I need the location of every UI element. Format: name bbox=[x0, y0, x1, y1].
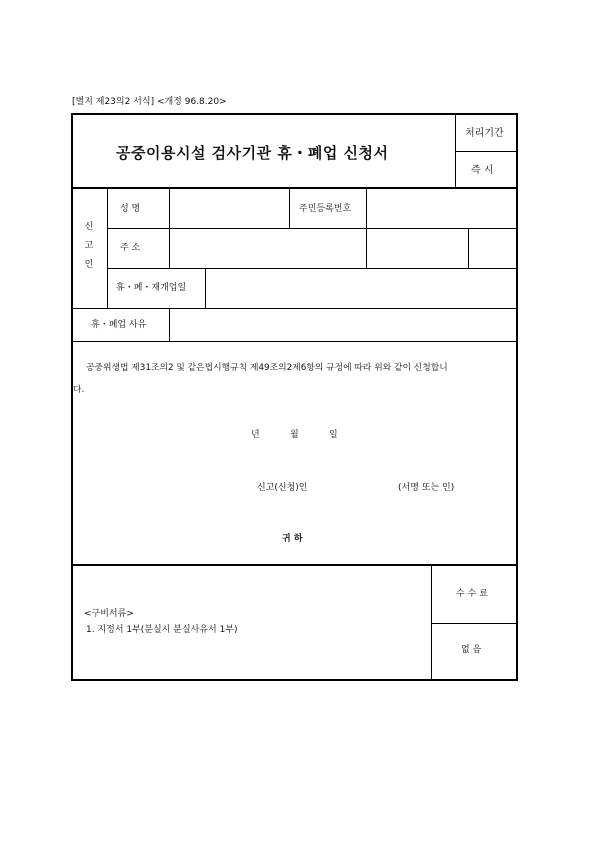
closure-reason-field[interactable] bbox=[176, 321, 512, 333]
frame-left bbox=[71, 113, 73, 681]
frame-top bbox=[71, 113, 518, 115]
frame-bottom bbox=[71, 679, 518, 681]
closure-date-label: 휴・폐・재개업일 bbox=[116, 283, 187, 293]
frame-right bbox=[516, 113, 518, 681]
date-month: 월 bbox=[290, 430, 299, 440]
form-number-note: [별지 제23의2 서식] <개정 96.8.20> bbox=[72, 97, 227, 107]
attachments-title: <구비서류> bbox=[84, 609, 134, 619]
closure-date-field[interactable] bbox=[212, 284, 512, 296]
recipient-label: 귀 하 bbox=[282, 534, 303, 544]
address-label: 주 소 bbox=[120, 243, 141, 253]
fee-label: 수 수 료 bbox=[456, 589, 488, 599]
title-bottom-rule bbox=[71, 187, 518, 189]
processing-period-value: 즉 시 bbox=[471, 165, 494, 176]
name-label: 성 명 bbox=[120, 204, 141, 214]
applicant-signature-label: 신고(신청)인 bbox=[257, 483, 308, 493]
form-title: 공중이용시설 검사기관 휴・폐업 신청서 bbox=[116, 144, 389, 162]
address-field[interactable] bbox=[175, 244, 361, 256]
name-field[interactable] bbox=[175, 205, 285, 217]
fee-value: 없 음 bbox=[461, 645, 482, 655]
closure-reason-label: 휴・폐업 사유 bbox=[91, 320, 147, 330]
statement-text: 공중위생법 제31조의2 및 같은법시행규칙 제49조의2제6항의 규정에 따라 위와 같이 신청합니 bbox=[86, 363, 448, 373]
statement-text-continued: 다. bbox=[73, 385, 85, 395]
resident-number-label: 주민등록번호 bbox=[299, 204, 352, 214]
date-year: 년 bbox=[251, 430, 260, 440]
processing-period-label: 처리기간 bbox=[465, 128, 504, 139]
date-day: 일 bbox=[329, 430, 338, 440]
resident-number-field[interactable] bbox=[372, 205, 512, 217]
attachment-item: 1. 지정서 1부(분실시 분실사유서 1부) bbox=[86, 625, 238, 635]
applicant-section-label: 신 고 인 bbox=[84, 222, 94, 270]
signature-or-seal-label: (서명 또는 인) bbox=[398, 483, 455, 493]
attachments-top-rule bbox=[71, 564, 518, 566]
